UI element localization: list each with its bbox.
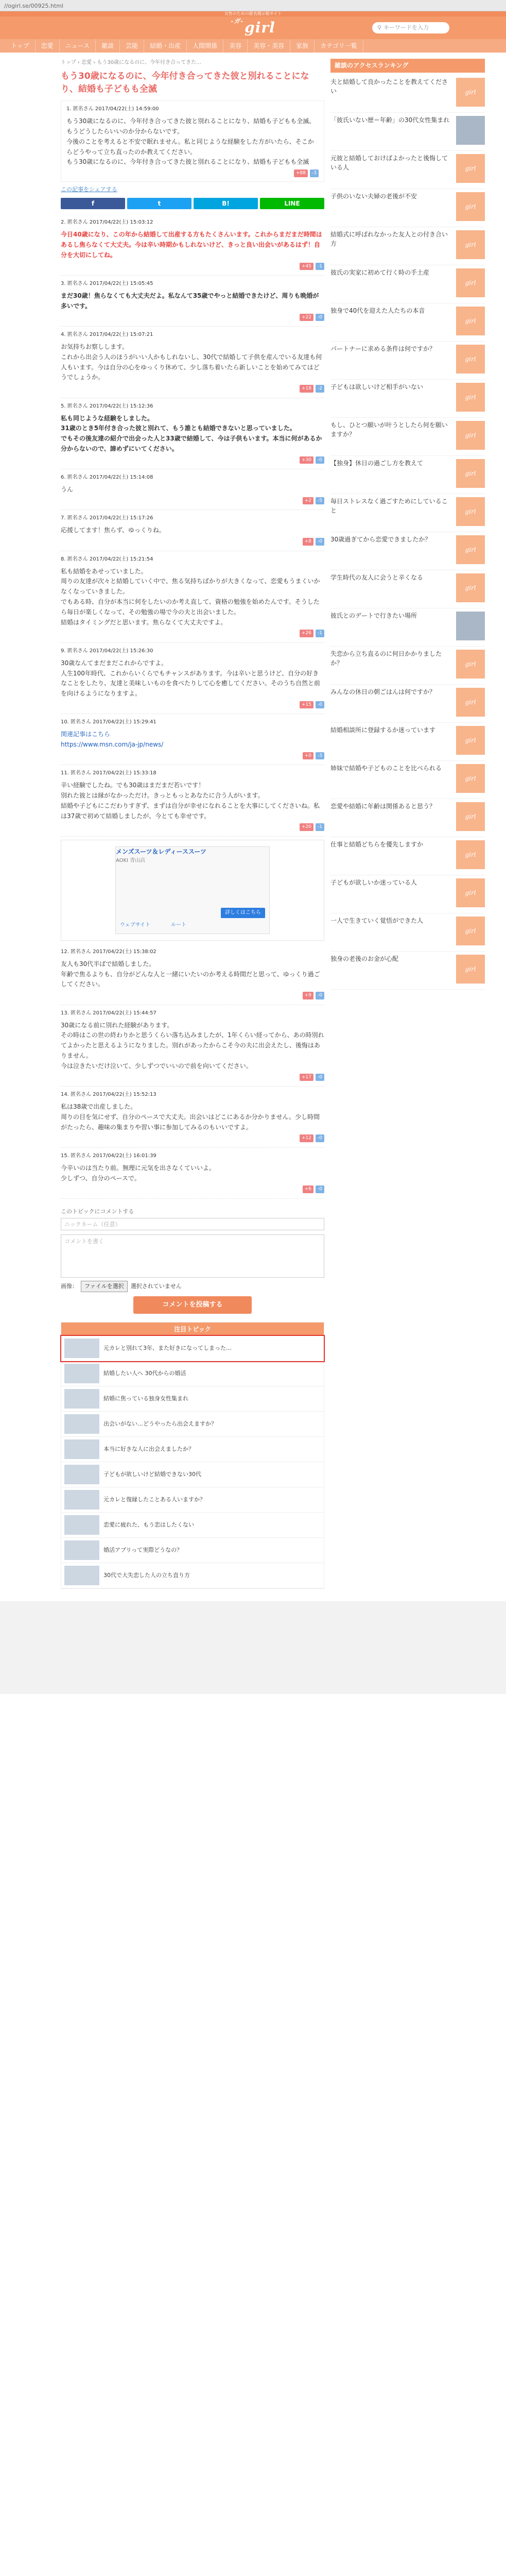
pickup-title: 元カレと別れて3年、また好きになってしまった… <box>103 1345 232 1352</box>
comment-item <box>61 214 324 276</box>
comment-text: 友人も30代半ばで結婚しました。 年齢で焦るよりも、自分がどんな人と一緒にいたいのか考える時間だと思って、ゆっくり過ごしてください。 <box>61 960 320 988</box>
ranking-item[interactable] <box>330 303 485 342</box>
minus-vote-button[interactable]: -0 <box>316 538 324 545</box>
comment-item <box>61 714 324 765</box>
comment-votes <box>61 701 324 708</box>
nav-item[interactable]: 恋愛 <box>36 39 60 53</box>
ranking-heading: 雑談のアクセスランキング <box>330 59 485 73</box>
pickup-thumbnail <box>64 1364 99 1383</box>
comment-text: 応援してます！焦らず、ゆっくりね。 <box>61 527 165 534</box>
search-icon: ⚲ <box>377 24 382 31</box>
comment-meta: 9. 匿名さん 2017/04/22(土) 15:26:30 <box>61 648 153 654</box>
ranking-title: 元彼と結婚しておけばよかったと後悔している人 <box>330 155 448 171</box>
file-status: 選択されていません <box>130 1283 182 1290</box>
comment-meta: 4. 匿名さん 2017/04/22(土) 15:07:21 <box>61 332 153 338</box>
ranking-thumbnail: girl <box>456 421 485 450</box>
twitter-share-button[interactable]: t <box>127 198 191 209</box>
ranking-title: 姉妹で結婚や子どものことを比べられる <box>330 765 442 772</box>
comment-text: まだ30歳！焦らなくても大丈夫だよ。私なんて35歳でやっと結婚できたけど、周りも晩婚が多いです。 <box>61 292 319 310</box>
ranking-title: 恋愛や結婚に年齢は関係あると思う？ <box>330 803 436 810</box>
comment-text: 30歳になる前に別れた経験があります。 その時はこの世の終わりかと思うくらい落ち込みましたが、1年くらい経ってから、あの時別れてよかったと思えるようになりました。別れがあったからこそ今の夫に出会えたし、後悔はありません。 今は泣きたいだけ泣いて、少しずつでいいので前を向いてください。 <box>61 1021 324 1070</box>
ranking-thumbnail: girl <box>456 573 485 602</box>
ranking-item[interactable] <box>330 189 485 227</box>
comment-header <box>61 402 324 411</box>
nav-item[interactable]: 家族 <box>290 39 315 53</box>
ranking-title: 夫と結婚して良かったことを教えてください <box>330 78 448 95</box>
ranking-title: パートナーに求める条件は何ですか？ <box>330 345 436 353</box>
comment-text: 私も同じような経験をしました。 31歳のとき5年付き合った彼と別れて、もう誰とも結婚できないと思っていました。 でもその後友達の紹介で出会った人と33歳で結婚して、今は子供もいます。本当に何があるか分からないので、諦めずにいてください。 <box>61 414 322 452</box>
ranking-thumbnail: girl <box>456 726 485 755</box>
ranking-title: 子どもが欲しいか迷っている人 <box>330 879 417 887</box>
ranking-item[interactable] <box>330 265 485 303</box>
ranking-item[interactable] <box>330 608 485 647</box>
comment-item <box>61 469 324 510</box>
ranking-title: 学生時代の友人に会うと辛くなる <box>330 574 424 582</box>
plus-vote-button[interactable]: +2 <box>303 497 313 504</box>
minus-vote-button[interactable]: -0 <box>316 314 324 321</box>
ad-cta-button[interactable]: 詳しくはこちら <box>221 908 265 918</box>
ranking-thumbnail: girl <box>456 840 485 869</box>
comment-item <box>61 944 324 1005</box>
comment-meta: 3. 匿名さん 2017/04/22(土) 15:05:45 <box>61 281 153 287</box>
ranking-item[interactable] <box>330 685 485 723</box>
ranking-thumbnail: girl <box>456 650 485 679</box>
pickup-title: 結婚に焦っている独身女性集まれ <box>103 1395 188 1402</box>
nickname-input[interactable]: ニックネーム（任意） <box>61 1218 324 1230</box>
hatena-share-button[interactable]: B! <box>194 198 258 209</box>
image-upload <box>61 1281 324 1292</box>
pickup-item[interactable] <box>61 1386 324 1412</box>
pickup-title: 30代で大失恋した人の立ち直り方 <box>103 1572 190 1579</box>
ranking-thumbnail: girl <box>456 459 485 488</box>
plus-vote-button[interactable]: +12 <box>300 1134 313 1142</box>
ranking-thumbnail: girl <box>456 230 485 259</box>
share-buttons <box>61 198 324 209</box>
ranking-thumbnail: girl <box>456 535 485 564</box>
form-heading: このトピックにコメントする <box>61 1208 134 1215</box>
comment-text: 今日40歳になり、この年から結婚して出産する方もたくさんいます。これからまだまだ時間はあるし焦らなくて大丈夫。今は辛い時期かもしれないけど、きっと良い出会いがあるはず！自分を大切にしてね。 <box>61 231 322 259</box>
pickup-item[interactable] <box>61 1437 324 1462</box>
ranking-title: 彼氏の実家に初めて行く時の手土産 <box>330 269 430 277</box>
comment-list <box>61 214 324 1199</box>
ranking-title: 30歳過ぎてから恋愛できましたか？ <box>330 536 431 544</box>
pickup-thumbnail <box>64 1540 99 1560</box>
nav-item[interactable]: ニュース <box>60 39 96 53</box>
pickup-thumbnail <box>64 1414 99 1434</box>
pickup-item[interactable] <box>61 1412 324 1437</box>
comment-meta: 10. 匿名さん 2017/04/22(土) 15:29:41 <box>61 719 156 725</box>
comment-meta: 8. 匿名さん 2017/04/22(土) 15:21:54 <box>61 556 153 562</box>
category-nav <box>0 39 506 53</box>
ranking-thumbnail: girl <box>456 955 485 984</box>
file-select-button[interactable]: ファイルを選択 <box>81 1281 128 1292</box>
comment-meta: 2. 匿名さん 2017/04/22(土) 15:03:12 <box>61 219 153 226</box>
image-label: 画像： <box>61 1283 78 1290</box>
plus-vote-button[interactable]: +45 <box>300 263 313 270</box>
ranking-item[interactable] <box>330 570 485 608</box>
comment-item <box>61 551 324 643</box>
comment-meta: 12. 匿名さん 2017/04/22(土) 15:38:02 <box>61 948 156 955</box>
ranking-thumbnail <box>456 612 485 640</box>
comment-votes <box>61 1185 324 1193</box>
pickup-item[interactable] <box>61 1513 324 1538</box>
comment-header <box>61 1009 324 1018</box>
ad-route-link[interactable]: ルート <box>170 922 186 928</box>
comment-item <box>61 1087 324 1148</box>
facebook-share-button[interactable]: f <box>61 198 125 209</box>
ranking-item[interactable] <box>330 227 485 265</box>
ranking-thumbnail: girl <box>456 688 485 717</box>
pickup-title: 出会いがない…どうやったら出会えますか？ <box>103 1420 217 1428</box>
ranking-item[interactable] <box>330 418 485 456</box>
ranking-item[interactable] <box>330 875 485 913</box>
ranking-title: 仕事と結婚どちらを優先しますか <box>330 841 424 849</box>
comment-votes <box>61 538 324 545</box>
ranking-thumbnail: girl <box>456 802 485 831</box>
ranking-title: もし、ひとつ願いが叶うとしたら何を願いますか？ <box>330 421 448 438</box>
pickup-thumbnail <box>64 1465 99 1484</box>
topic-text: もう30歳になるのに、今年付き合ってきた彼と別れることになり、結婚も子どもも全滅。もうどうしたらいいのか分からないです。 今後のことを考えると不安で眠れません。私と同じような経験をした方がいたら、そこからどうやって立ち直ったのか教えてください。 もう30歳になるのに、今年付き合ってきた彼と別れることになり、結婚も子どもも全滅 <box>66 117 316 166</box>
ranking-title: 子供のいない夫婦の老後が不安 <box>330 193 417 200</box>
topic-votes <box>66 170 319 177</box>
ranking-item[interactable] <box>330 151 485 189</box>
pickup-thumbnail <box>64 1566 99 1585</box>
ranking-thumbnail: girl <box>456 345 485 374</box>
comment-meta: 13. 匿名さん 2017/04/22(土) 15:44:57 <box>61 1010 156 1016</box>
pickup-title: 子どもが欲しいけど結婚できない30代 <box>103 1471 201 1478</box>
plus-vote-button[interactable]: +20 <box>300 823 313 831</box>
pickup-thumbnail <box>64 1389 99 1409</box>
nav-item[interactable]: 雑談 <box>96 39 120 53</box>
minus-vote-button[interactable]: -5 <box>316 497 324 504</box>
comment-header <box>61 473 324 482</box>
ranking-item[interactable] <box>330 647 485 685</box>
ranking-item[interactable] <box>330 532 485 570</box>
plus-vote-button[interactable]: +17 <box>300 1074 313 1081</box>
comment-text: 私は38歳で出産しました。 周りの目を気にせず、自分のペースで大丈夫。出会いはどこにあるか分かりません。少し時間がたったら、趣味の集まりや習い事に参加してみるのもいいですよ。 <box>61 1103 320 1131</box>
pickup-heading: 注目トピック <box>61 1323 324 1336</box>
comment-item <box>61 1005 324 1087</box>
ranking-item[interactable] <box>330 723 485 761</box>
nav-item[interactable]: カテゴリ一覧 <box>315 39 363 53</box>
comment-header <box>61 218 324 227</box>
pickup-topics <box>61 1322 324 1589</box>
comment-header <box>61 647 324 655</box>
pickup-title: 恋愛に疲れた、もう恋はしたくない <box>103 1521 194 1529</box>
ranking-item[interactable] <box>330 113 485 151</box>
ranking-title: 毎日ストレスなく過ごすためにしていること <box>330 498 448 514</box>
logo-text: girl <box>245 19 275 36</box>
pickup-title: 本当に好きな人に出会えましたか？ <box>103 1446 194 1453</box>
comment-meta: 11. 匿名さん 2017/04/22(土) 15:33:18 <box>61 770 156 776</box>
comment-form <box>61 1207 324 1314</box>
ranking-item[interactable] <box>330 799 485 837</box>
comment-meta: 15. 匿名さん 2017/04/22(土) 16:01:39 <box>61 1153 156 1159</box>
plus-vote-button[interactable]: +8 <box>303 538 313 545</box>
ranking-title: 【独身】休日の過ごし方を教えて <box>330 460 424 467</box>
comment-votes <box>61 263 324 270</box>
pickup-title: 婚活アプリって実際どうなの？ <box>103 1547 183 1554</box>
comment-header <box>61 769 324 777</box>
pickup-thumbnail <box>64 1490 99 1510</box>
minus-vote-button[interactable]: -0 <box>316 701 324 708</box>
pickup-item[interactable] <box>61 1336 324 1361</box>
ad-website-link[interactable]: ウェブサイト <box>120 922 150 928</box>
plus-vote-button[interactable]: +0 <box>303 752 313 759</box>
site-tagline: 女性のための匿名掲示板サイト <box>0 11 506 16</box>
search-placeholder: キーワードを入力 <box>383 24 429 31</box>
comment-header <box>61 555 324 564</box>
submit-comment-button[interactable]: コメントを投稿する <box>133 1296 252 1314</box>
comment-text: 今辛いのは当たり前。無理に元気を出さなくていいよ。 少しずつ、自分のペースで。 <box>61 1164 216 1182</box>
nav-item[interactable]: 結婚・出産 <box>144 39 187 53</box>
ranking-item[interactable] <box>330 75 485 113</box>
comment-meta: 7. 匿名さん 2017/04/22(土) 15:17:26 <box>61 515 153 521</box>
ranking-thumbnail: girl <box>456 78 485 107</box>
comment-text: うん <box>61 486 74 494</box>
pickup-item[interactable] <box>61 1487 324 1513</box>
breadcrumb[interactable]: トップ › 恋愛 › もう30歳になるのに、今年付き合ってきた… <box>61 60 202 65</box>
advertisement <box>61 840 324 941</box>
ranking-thumbnail: girl <box>456 307 485 335</box>
minus-vote-button[interactable]: -0 <box>316 1134 324 1142</box>
minus-vote-button[interactable]: -0 <box>316 456 324 464</box>
ranking-item[interactable] <box>330 952 485 990</box>
comment-header <box>61 1091 324 1099</box>
ad-title: メンズスーツ＆レディーススーツ <box>116 848 206 855</box>
ranking-thumbnail: girl <box>456 268 485 297</box>
minus-vote-button[interactable]: -1 <box>316 263 324 270</box>
comment-votes <box>61 992 324 999</box>
pickup-title: 元カレと復縁したことある人いますか？ <box>103 1496 205 1503</box>
url-text: //ogirl.se/00925.html <box>4 3 64 9</box>
comment-header <box>61 718 324 726</box>
ranking-title: 失恋から立ち直るのに何日かかりましたか？ <box>330 650 442 667</box>
ranking-title: 結婚相談所に登録するか迷っています <box>330 726 436 734</box>
comment-votes <box>61 1074 324 1081</box>
comment-item <box>61 510 324 551</box>
ranking-title: 一人で生きていく覚悟ができた人 <box>330 917 424 925</box>
nav-item[interactable]: 人間関係 <box>187 39 223 53</box>
comment-meta: 6. 匿名さん 2017/04/22(土) 15:14:08 <box>61 474 153 481</box>
minus-vote-button[interactable]: -3 <box>316 752 324 759</box>
ranking-thumbnail: girl <box>456 497 485 526</box>
comment-meta: 14. 匿名さん 2017/04/22(土) 15:52:13 <box>61 1092 156 1098</box>
ad-links <box>120 921 186 929</box>
comment-item <box>61 765 324 837</box>
comment-header <box>61 514 324 522</box>
plus-vote-button[interactable]: +30 <box>300 456 313 464</box>
search-input[interactable] <box>372 22 449 33</box>
comment-text: お気持ちお察しします。 これから出会う人のほうがいい人かもしれないし、30代で結婚して子供を産んでいる友達も何人もいます。今は自分の心をゆっくり休めて、少し落ち着いたら新しいことを始めてみてはどうでしょうか。 <box>61 343 322 381</box>
site-header <box>0 16 506 39</box>
comment-text: 辛い経験でしたね。でも30歳はまだまだ若いです！ 別れた彼とは縁がなかっただけ。きっともっとあなたに合う人がいます。 結婚や子どもにこだわりすぎず、まずは自分が幸せになれることを大事にしてくださいね。私は37歳で初めて結婚しましたが、今とても幸せです。 <box>61 782 320 820</box>
pickup-thumbnail <box>64 1338 99 1358</box>
plus-vote-button[interactable]: +18 <box>300 385 313 392</box>
comment-votes <box>61 823 324 831</box>
comment-votes <box>61 456 324 464</box>
ranking-thumbnail: girl <box>456 383 485 412</box>
share-link[interactable]: この記事をシェアする <box>61 185 117 193</box>
plus-vote-button[interactable]: +9 <box>303 992 313 999</box>
comment-header <box>61 948 324 956</box>
minus-vote-button[interactable]: -0 <box>316 992 324 999</box>
comment-header <box>61 280 324 288</box>
comment-votes <box>61 385 324 392</box>
comment-item <box>61 1148 324 1199</box>
comment-votes <box>61 497 324 504</box>
ranking-thumbnail: girl <box>456 917 485 945</box>
minus-vote-button[interactable]: -2 <box>316 385 324 392</box>
ranking-item[interactable] <box>330 494 485 532</box>
ranking-title: 結婚式に呼ばれなかった友人との付き合い方 <box>330 231 448 247</box>
comment-textarea[interactable]: コメントを書く <box>61 1234 324 1278</box>
comment-meta: 5. 匿名さん 2017/04/22(土) 15:12:36 <box>61 403 153 409</box>
comment-item <box>61 643 324 715</box>
ranking-item[interactable] <box>330 761 485 799</box>
ranking-title: 独身の老後のお金が心配 <box>330 955 399 963</box>
comment-header <box>61 1152 324 1160</box>
comment-item <box>61 398 324 470</box>
ranking-thumbnail <box>456 116 485 145</box>
ranking-thumbnail: girl <box>456 154 485 183</box>
nav-item[interactable]: トップ <box>5 39 36 53</box>
plus-vote-button[interactable]: +15 <box>300 701 313 708</box>
line-share-button[interactable]: LINE <box>260 198 324 209</box>
plus-vote-button[interactable]: +6 <box>303 1185 313 1193</box>
main-column <box>61 59 324 1589</box>
comment-text: 30歳なんてまだまだこれからですよ。 人生100年時代、これからいくらでもチャンスがあります。今は辛いと思うけど、自分の好きなことをしたり、友達と美味しいものを食べたりして心を癒してください。そのうち自然と前を向けるようになりますよ。 <box>61 659 321 698</box>
pickup-item[interactable] <box>61 1563 324 1588</box>
minus-vote-button[interactable]: -0 <box>316 1185 324 1193</box>
comment-votes <box>61 314 324 321</box>
comment-votes <box>61 1134 324 1142</box>
page-title: もう30歳になるのに、今年付き合ってきた彼と別れることになり、結婚も子どもも全滅 <box>61 71 309 94</box>
pickup-title: 結婚したい人へ 30代からの婚活 <box>103 1370 186 1377</box>
topic-author: 1. 匿名さん 2017/04/22(土) 14:59:00 <box>66 106 159 112</box>
nav-item[interactable]: 美容 <box>223 39 248 53</box>
pickup-thumbnail <box>64 1439 99 1459</box>
plus-vote-button[interactable]: +88 <box>294 170 308 177</box>
plus-vote-button[interactable]: +26 <box>300 630 313 637</box>
nav-item[interactable]: 芸能 <box>120 39 144 53</box>
ranking-title: 彼氏とのデートで行きたい場所 <box>330 612 417 620</box>
ad-subtitle: AOKI 青山店 <box>116 858 146 864</box>
pickup-item[interactable] <box>61 1462 324 1487</box>
ranking-item[interactable] <box>330 380 485 418</box>
pickup-item[interactable] <box>61 1361 324 1386</box>
minus-vote-button[interactable]: -1 <box>316 823 324 831</box>
ranking-item[interactable] <box>330 837 485 875</box>
minus-vote-button[interactable]: -3 <box>310 170 319 177</box>
ranking-thumbnail: girl <box>456 192 485 221</box>
pickup-item[interactable] <box>61 1538 324 1563</box>
ranking-title: みんなの休日の朝ごはんは何ですか？ <box>330 688 436 696</box>
nav-item[interactable]: 美容・美容 <box>248 39 290 53</box>
minus-vote-button[interactable]: -1 <box>316 630 324 637</box>
ranking-title: 独身で40代を迎えた人たちの本音 <box>330 307 425 315</box>
comment-item <box>61 327 324 398</box>
ranking-item[interactable] <box>330 913 485 952</box>
comment-text: 私も結婚をあせっていました。 周りの友達が次々と結婚していく中で、焦る気持ちばかりが大きくなって、恋愛もうまくいかなくなっていきました。 でもある時、自分が本当に何をしたいのか考え直して、資格の勉強を始めたんです。そうしたら毎日が楽しくなって、その勉強の場で今の夫と出会いました。 結婚はタイミングだと思います。焦らなくて大丈夫ですよ。 <box>61 567 320 626</box>
comment-votes <box>61 752 324 759</box>
ranking-title: 子どもは欲しいけど相手がいない <box>330 383 424 391</box>
comment-votes <box>61 630 324 637</box>
ranking-thumbnail: girl <box>456 878 485 907</box>
logo-prefix: -ガ- <box>231 17 244 25</box>
sidebar <box>330 59 485 1589</box>
comment-text: 関連記事はこちら https://www.msn.com/ja-jp/news/ <box>61 731 164 749</box>
ranking-title: 「彼氏いない歴＝年齢」の30代女性集まれ <box>330 116 450 124</box>
address-bar[interactable] <box>0 0 506 11</box>
topic-body <box>61 100 324 181</box>
ad-card[interactable] <box>115 846 270 934</box>
site-logo[interactable] <box>231 16 275 40</box>
ranking-item[interactable] <box>330 456 485 494</box>
ranking-thumbnail: girl <box>456 764 485 793</box>
pickup-thumbnail <box>64 1515 99 1535</box>
comment-header <box>61 331 324 339</box>
minus-vote-button[interactable]: -0 <box>316 1074 324 1081</box>
page-footer <box>0 1601 506 1694</box>
comment-item <box>61 276 324 327</box>
ranking-item[interactable] <box>330 342 485 380</box>
plus-vote-button[interactable]: +22 <box>300 314 313 321</box>
